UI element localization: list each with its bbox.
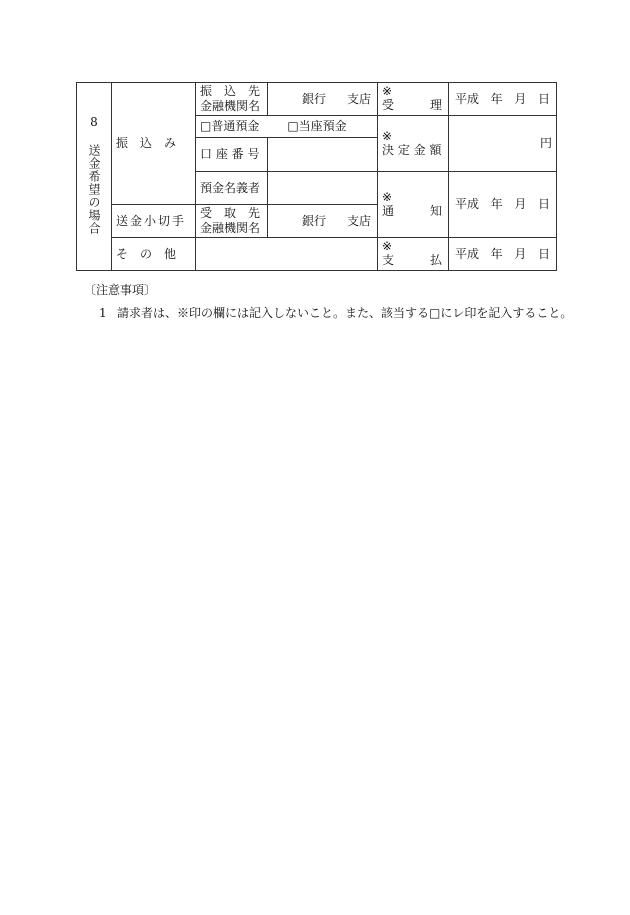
transfer-bank-label: 振 込 先 金融機関名 <box>200 84 261 113</box>
notice-mark: ※ <box>382 189 393 204</box>
check-label: 送金小切手 <box>116 213 187 228</box>
check-bank-label-cell <box>196 205 268 238</box>
remittance-table <box>76 82 557 271</box>
transfer-branch-unit: 支店 <box>346 91 371 106</box>
check-bank-field[interactable] <box>268 205 378 238</box>
account-number-label-cell <box>196 138 268 172</box>
received-label-cell <box>378 83 449 116</box>
account-holder-label-cell <box>196 172 268 205</box>
section-number: 8 <box>90 114 98 129</box>
checkbox-ordinary-deposit[interactable]: □普通預金 <box>200 119 260 133</box>
check-bank-unit: 銀行 <box>302 213 327 228</box>
payment-mark: ※ <box>382 239 393 253</box>
transfer-label: 振 込 み <box>116 136 177 150</box>
payment-label-cell <box>378 238 449 271</box>
notes-title: 〔注意事項〕 <box>84 283 157 297</box>
transfer-bank-unit: 銀行 <box>302 91 327 106</box>
transfer-label-cell <box>112 83 196 205</box>
other-label: そ の 他 <box>116 246 177 261</box>
transfer-bank-field[interactable] <box>268 83 378 116</box>
section-title: 送金希望の場合 <box>87 143 101 235</box>
notice-label-cell <box>378 172 449 238</box>
decided-amount-mark: ※ <box>382 128 393 143</box>
decided-amount-label-cell <box>378 116 449 172</box>
checkbox-checking-deposit[interactable]: □当座預金 <box>287 119 347 133</box>
other-label-cell <box>112 238 196 271</box>
received-label: 受 理 <box>382 98 443 112</box>
section-cell <box>77 83 112 271</box>
transfer-bank-label-cell <box>196 83 268 116</box>
account-number-field[interactable] <box>268 138 378 172</box>
yen-unit: 円 <box>539 136 552 150</box>
decided-amount-label: 決 定 金 額 <box>382 142 442 157</box>
account-holder-field[interactable] <box>268 172 378 205</box>
notice-label: 通 知 <box>382 203 443 218</box>
received-mark: ※ <box>382 84 393 98</box>
account-number-label: 口 座 番 号 <box>200 147 260 161</box>
check-label-cell <box>112 205 196 238</box>
note-number: 1 <box>99 306 107 320</box>
payment-date-field: 平成 年 月 日 <box>449 238 557 271</box>
received-date-field: 平成 年 月 日 <box>449 83 557 116</box>
decided-amount-field <box>449 116 557 172</box>
check-bank-label: 受 取 先 金融機関名 <box>200 206 261 235</box>
check-branch-unit: 支店 <box>346 213 371 228</box>
account-holder-label: 預金名義者 <box>200 180 261 195</box>
account-type-cell <box>196 116 378 138</box>
payment-label: 支 払 <box>382 253 443 267</box>
notice-date-field: 平成 年 月 日 <box>449 172 557 238</box>
note-text: 請求者は、※印の欄には記入しないこと。また、該当する□にレ印を記入すること。 <box>117 306 573 320</box>
other-field[interactable] <box>196 238 378 271</box>
note-item <box>99 304 572 321</box>
